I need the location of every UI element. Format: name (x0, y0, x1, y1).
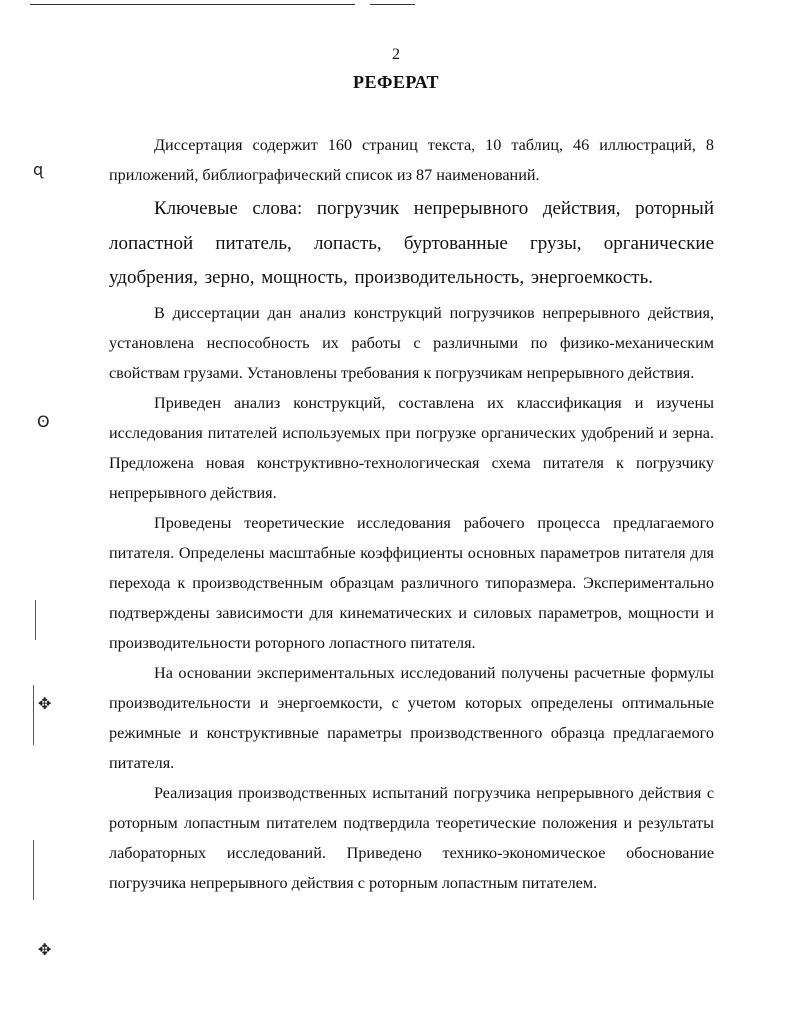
margin-rule (35, 600, 36, 640)
paragraph-theory: Проведены теоретические исследования рабочего процесса предлагаемого питателя. Определены масштабные коэффициенты основных параметров питателя для перехода к производственным образцам различного типоразмера. Экспериментально подтверждены зависимости для кинематических и силовых параметров, мощности и производительности роторного лопастного питателя. (109, 513, 714, 652)
margin-rule (33, 685, 34, 745)
scan-top-line (370, 4, 415, 5)
page-number: 2 (392, 46, 400, 63)
paragraph-implementation: Реализация производственных испытаний погрузчика непрерывного действия с роторным лопастным питателем подтвердила теоретические положения и результаты лабораторных исследований. Приведено технико-экономическое обоснование погрузчика непрерывного действия с роторным лопастным питателем. (109, 783, 714, 892)
paragraph-keywords: Ключевые слова: погрузчик непрерывного действия, роторный лопастной питатель, лопасть, буртованные грузы, органические удобрения, зерно, мощность, производительность, энергоемкость. (109, 198, 714, 288)
hole-punch-icon: ✥ (38, 694, 52, 713)
paragraph-analysis: В диссертации дан анализ конструкций погрузчиков непрерывного действия, установлена неспособность их работы с различными по физико-механическим свойствам грузами. Установлены требования к погрузчикам непрерывного действия. (109, 303, 714, 382)
page-title: РЕФЕРАТ (352, 72, 440, 92)
paragraph-contents: Диссертация содержит 160 страниц текста, 10 таблиц, 46 иллюстраций, 8 приложений, библиографический список из 87 наименований. (109, 136, 714, 184)
scan-top-line (30, 4, 355, 5)
paragraph-formulas: На основании экспериментальных исследований получены расчетные формулы производительности и энергоемкости, с учетом которых определены оптимальные режимные и конструктивные параметры производственного образца предлагаемого питателя. (109, 663, 714, 772)
margin-rule (33, 840, 34, 900)
paragraph-classification: Приведен анализ конструкций, составлена их классификация и изучены исследования питателей используемых при погрузке органических удобрений и зерна. Предложена новая конструктивно-технологическая схема питателя к погрузчику непрерывного действия. (109, 393, 714, 502)
document-body (109, 130, 714, 898)
hole-punch-icon: ɋ (33, 160, 44, 179)
hole-punch-icon: ✥ (38, 940, 52, 959)
hole-punch-icon: ʘ (37, 412, 50, 431)
